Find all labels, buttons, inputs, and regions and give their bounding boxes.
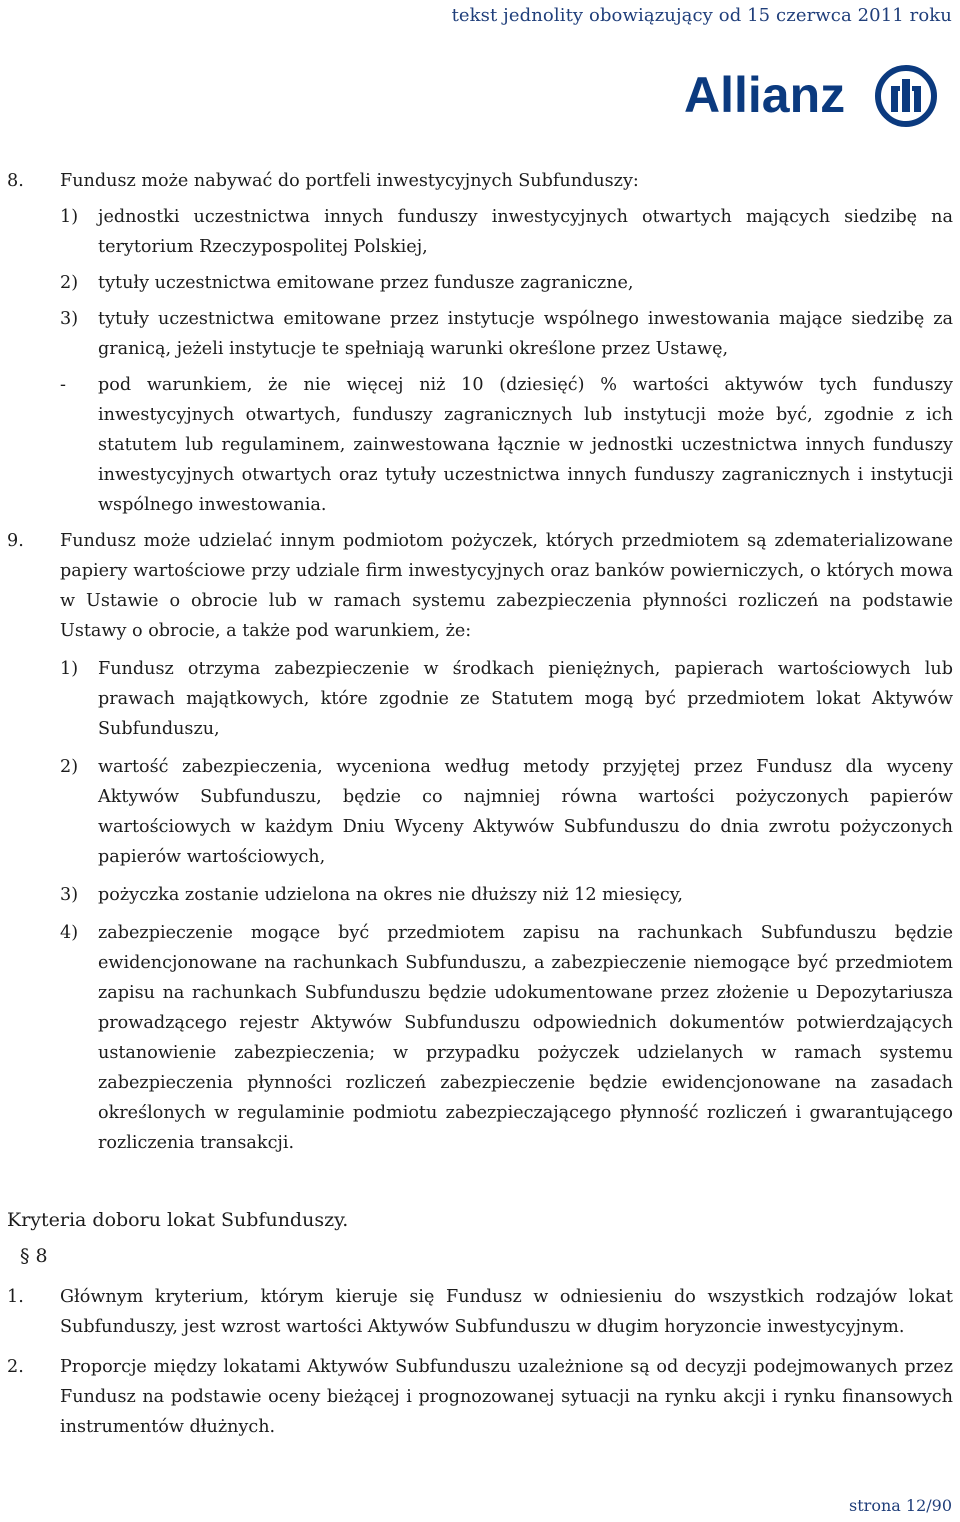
- list-item-text: Fundusz otrzyma zabezpieczenie w środkach pieniężnych, papierach wartościowych lub prawach majątkowych, które zgodnie ze Statutem mogą być przedmiotem lokat Aktywów Subfunduszu,: [98, 659, 953, 739]
- criteria-item: 1. Głównym kryterium, którym kieruje się Fundusz w odniesieniu do wszystkich rodzajów lokat Subfunduszy, jest wzrost wartości Aktywów Subfunduszu w długim horyzoncie inwestycyjnym.: [7, 1287, 953, 1337]
- list-item: 3) pożyczka zostanie udzielona na okres nie dłuższy niż 12 miesięcy,: [60, 885, 683, 905]
- list-item: 2) tytuły uczestnictwa emitowane przez fundusze zagraniczne,: [60, 273, 634, 293]
- criteria-item-text: Proporcje między lokatami Aktywów Subfunduszu uzależnione są od decyzji podejmowanych przez Fundusz na podstawie oceny bieżącej i prognozowanej sytuacji na rynku akcji i rynku finansowych instrumentów dłużnych.: [60, 1357, 953, 1437]
- list-item-text: pod warunkiem, że nie więcej niż 10 (dziesięć) % wartości aktywów tych funduszy inwestycyjnych otwartych, funduszy zagranicznych lub instytucji może być, zgodnie z ich statutem lub regulaminem, zainwestowana łącznie w jednostki uczestnictwa innych funduszy inwestycyjnych otwartych oraz tytuły uczestnictwa innych funduszy zagranicznych i instytucji wspólnego inwestowania.: [98, 375, 953, 515]
- list-item: 2) wartość zabezpieczenia, wyceniona według metody przyjętej przez Fundusz dla wyceny Aktywów Subfunduszu, będzie co najmniej równa wartości pożyczonych papierów wartościowych w każdym Dniu Wyceny Aktywów Subfunduszu do dnia zwrotu pożyczonych papierów wartościowych,: [60, 757, 953, 867]
- criteria-item: 2. Proporcje między lokatami Aktywów Subfunduszu uzależnione są od decyzji podejmowanych przez Fundusz na podstawie oceny bieżącej i prognozowanej sytuacji na rynku akcji i rynku finansowych instrumentów dłużnych.: [7, 1357, 953, 1437]
- list-item: 1) jednostki uczestnictwa innych funduszy inwestycyjnych otwartych mających siedzibę na terytorium Rzeczypospolitej Polskiej,: [60, 207, 953, 257]
- allianz-eagle-icon: [878, 68, 934, 124]
- page-number: strona 12/90: [849, 1496, 952, 1515]
- list-item-text: jednostki uczestnictwa innych funduszy inwestycyjnych otwartych mających siedzibę na terytorium Rzeczypospolitej Polskiej,: [98, 207, 953, 257]
- section-intro: Fundusz może nabywać do portfeli inwestycyjnych Subfunduszy:: [60, 171, 639, 191]
- paragraph-symbol: § 8: [20, 1245, 48, 1267]
- list-item-text: zabezpieczenie mogące być przedmiotem zapisu na rachunkach Subfunduszu będzie ewidencjonowane na rachunkach Subfunduszu, a zabezpieczenie niemogące być przedmiotem zapisu na rachunkach Subfunduszu będzie udokumentowane przez złożenie u Depozytariusza prowadzącego rejestr Aktywów Subfunduszu odpowiednich dokumentów potwierdzających ustanowienie zabezpieczenia; w przypadku pożyczek udzielanych w ramach systemu zabezpieczenia płynności rozliczeń zabezpieczenie będzie ewidencjonowane na zasadach określonych w regulaminie podmiotu zabezpieczającego płynność rozliczeń i gwarantującego rozliczenia transakcji.: [98, 923, 953, 1153]
- list-item: 4) zabezpieczenie mogące być przedmiotem zapisu na rachunkach Subfunduszu będzie ewidencjonowane na rachunkach Subfunduszu, a zabezpieczenie niemogące być przedmiotem zapisu na rachunkach Subfunduszu będzie udokumentowane przez złożenie u Depozytariusza prowadzącego rejestr Aktywów Subfunduszu odpowiednich dokumentów potwierdzających ustanowienie zabezpieczenia; w przypadku pożyczek udzielanych w ramach systemu zabezpieczenia płynności rozliczeń zabezpieczenie będzie ewidencjonowane na zasadach określonych w regulaminie podmiotu zabezpieczającego płynność rozliczeń i gwarantującego rozliczenia transakcji.: [60, 923, 953, 1153]
- document-body: [7, 166, 953, 1442]
- section-number: 8.: [7, 171, 24, 191]
- list-item-text: tytuły uczestnictwa emitowane przez instytucje wspólnego inwestowania mające siedzibę za granicą, jeżeli instytucje te spełniają warunki określone przez Ustawę,: [98, 309, 953, 359]
- allianz-logo: [684, 62, 944, 132]
- logo-wordmark: Allianz: [684, 67, 846, 123]
- section-intro: Fundusz może udzielać innym podmiotom pożyczek, których przedmiotem są zdematerializowane papiery wartościowe przy udziale firm inwestycyjnych oraz banków powierniczych, o których mowa w Ustawie o obrocie lub w ramach systemu zabezpieczenia płynności rozliczeń na podstawie Ustawy o obrocie, a także pod warunkiem, że:: [60, 531, 953, 641]
- list-item-text: pożyczka zostanie udzielona na okres nie dłuższy niż 12 miesięcy,: [98, 885, 683, 905]
- section-number: 9.: [7, 531, 24, 551]
- list-item-text: tytuły uczestnictwa emitowane przez fundusze zagraniczne,: [98, 273, 634, 293]
- section-9: [7, 526, 953, 646]
- list-item: 3) tytuły uczestnictwa emitowane przez instytucje wspólnego inwestowania mające siedzibę za granicą, jeżeli instytucje te spełniają warunki określone przez Ustawę,: [60, 309, 953, 359]
- criteria-item-text: Głównym kryterium, którym kieruje się Fundusz w odniesieniu do wszystkich rodzajów lokat Subfunduszy, jest wzrost wartości Aktywów Subfunduszu w długim horyzoncie inwestycyjnym.: [60, 1287, 953, 1337]
- list-item: 1) Fundusz otrzyma zabezpieczenie w środkach pieniężnych, papierach wartościowych lub prawach majątkowych, które zgodnie ze Statutem mogą być przedmiotem lokat Aktywów Subfunduszu,: [60, 659, 953, 739]
- header-note: tekst jednolity obowiązujący od 15 czerwca 2011 roku: [451, 5, 952, 26]
- list-item: - pod warunkiem, że nie więcej niż 10 (dziesięć) % wartości aktywów tych funduszy inwestycyjnych otwartych, funduszy zagranicznych lub instytucji może być, zgodnie z ich statutem lub regulaminem, zainwestowana łącznie w jednostki uczestnictwa innych funduszy inwestycyjnych otwartych oraz tytuły uczestnictwa innych funduszy zagranicznych i instytucji wspólnego inwestowania.: [60, 375, 953, 515]
- list-item-text: wartość zabezpieczenia, wyceniona według metody przyjętej przez Fundusz dla wyceny Aktywów Subfunduszu, będzie co najmniej równa wartości pożyczonych papierów wartościowych w każdym Dniu Wyceny Aktywów Subfunduszu do dnia zwrotu pożyczonych papierów wartościowych,: [98, 757, 953, 867]
- section-8: [7, 166, 953, 196]
- section-heading: Kryteria doboru lokat Subfunduszy.: [7, 1209, 349, 1231]
